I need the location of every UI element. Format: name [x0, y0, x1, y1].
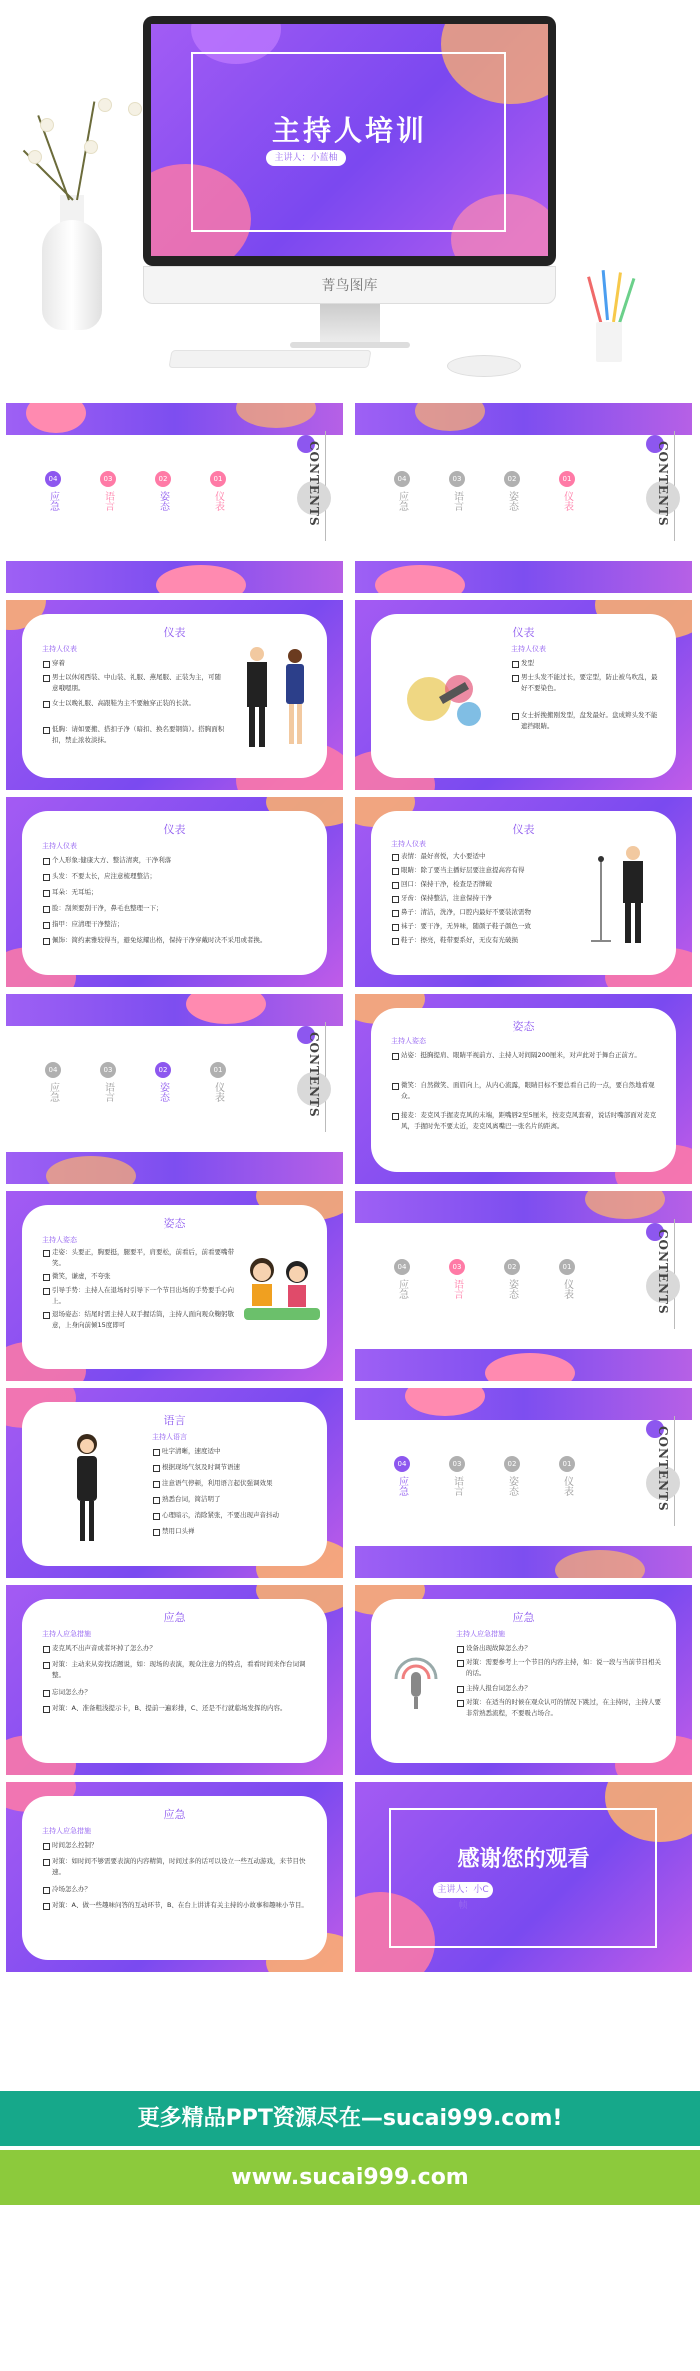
- toc-label[interactable]: 应急: [47, 491, 59, 511]
- toc-label[interactable]: 仪表: [561, 1476, 573, 1496]
- toc-label[interactable]: 姿态: [506, 1476, 518, 1496]
- monitor-stand: [320, 304, 380, 344]
- bullet: 冷场怎么办？: [52, 1884, 317, 1895]
- toc-label[interactable]: 应急: [396, 491, 408, 511]
- bullet: 男士头发不能过长，要定型，防止被鸟吹乱，最好不要染色。: [521, 672, 661, 694]
- contents-heading: CONTENTS: [656, 441, 670, 527]
- contents-heading: CONTENTS: [307, 1032, 321, 1118]
- section-label: 主持人姿态: [42, 1236, 77, 1244]
- toc-label[interactable]: 仪表: [561, 1279, 573, 1299]
- section-label: 主持人仪表: [511, 645, 546, 653]
- toc-label[interactable]: 姿态: [157, 491, 169, 511]
- kids-illustration: [242, 1250, 322, 1330]
- flower: [40, 118, 54, 132]
- toc-num: 01: [559, 1456, 575, 1472]
- toc-num: 04: [45, 471, 61, 487]
- toc-num: 04: [394, 1456, 410, 1472]
- slide-appearance-1: [6, 600, 343, 790]
- bullet: 发型: [521, 658, 661, 669]
- section-label: 主持人姿态: [391, 1037, 426, 1045]
- toc-num: 03: [100, 471, 116, 487]
- toc-label[interactable]: 应急: [396, 1279, 408, 1299]
- toc-label[interactable]: 语言: [102, 1082, 114, 1102]
- bullet: 退场姿态：结尾时需主持人双手握话筒，主持人面向观众鞠躬敬意，上身向前倾15度即可: [52, 1309, 237, 1331]
- hero-showcase: [0, 0, 700, 395]
- bullet: 男士以休闲西装、中山装、礼服、燕尾服、正装为主，可随意哦嗯朋。: [52, 672, 227, 694]
- bullet: 对策：如时间不够需要表演的内容精简，时间过多的话可以设立一些互动游戏，来节目快速。: [52, 1856, 317, 1878]
- slide-emergency-3: [6, 1782, 343, 1972]
- bullet: 鞋子：擦亮，鞋带要系好，无皮有光破损: [401, 935, 571, 946]
- toc-label[interactable]: 姿态: [506, 1279, 518, 1299]
- promo-banner[interactable]: 更多精品PPT资源尽在—sucai999.com!: [0, 2091, 700, 2146]
- contents-heading: CONTENTS: [656, 1229, 670, 1315]
- toc-label[interactable]: 姿态: [506, 491, 518, 511]
- pen-cup: [596, 322, 622, 362]
- bullet: 鼻子：清洁，洗净，口腔内最好不要装浓需物: [401, 907, 571, 918]
- bullet: 穿着: [52, 658, 222, 669]
- slide-title: 应急: [163, 1808, 186, 1821]
- bullet: 吐字清晰，速度适中: [162, 1446, 312, 1457]
- toc-num: 02: [155, 471, 171, 487]
- slide-toc-3: [6, 994, 343, 1184]
- host-with-mic-illustration: [581, 841, 661, 951]
- hosts-illustration: [237, 644, 317, 754]
- bullet: 对策：A、准备粗浅提示卡，B、提前一遍彩排，C、还是不行就临场发挥的内容。: [52, 1703, 317, 1714]
- bullet: 耳朵：无耳垢；: [52, 887, 312, 898]
- toc-num: 01: [210, 1062, 226, 1078]
- bullet: 微笑：自然微笑、面眉向上，从内心流露，眼睛目标不要总看自己的一点，要自然地看观众。: [401, 1080, 666, 1102]
- flower: [98, 98, 112, 112]
- white-vase: [42, 220, 102, 330]
- slide-toc-1: [6, 403, 343, 593]
- slide-title: 姿态: [512, 1020, 535, 1033]
- bullet: 主持人报台词怎么办？: [466, 1683, 666, 1694]
- bullet: 袜子：要干净，无异味，随颜子鞋子颜色一致: [401, 921, 571, 932]
- flower: [84, 140, 98, 154]
- bullet: 表情：最好喜悦，大小要适中: [401, 851, 571, 862]
- keyboard: [168, 350, 371, 368]
- mouse: [447, 355, 521, 377]
- bullet: 对策：主动来从旁找话题说，如：现场的表演，观众注意力的特点，看看时间来作台词调整。: [52, 1659, 317, 1681]
- section-label: 主持人仪表: [391, 840, 426, 848]
- slide-appearance-3: [6, 797, 343, 987]
- bullet: 走姿：头要正，胸要挺，腿要平，肩要松，前看后，前看要嘴带笑。: [52, 1247, 237, 1269]
- contents-heading: CONTENTS: [307, 441, 321, 527]
- monitor-base: [290, 342, 410, 348]
- toc-num: 02: [504, 471, 520, 487]
- bullet: 对策：在适当的时候在观众认可的情况下跳过，在主持时，主持人要非常熟悉流程，不要吸占场合。: [466, 1697, 666, 1719]
- bullet: 心理暗示，消除紧张，不要出现声音抖动: [162, 1510, 312, 1521]
- thanks-presenter: 主讲人：小C帧: [433, 1882, 493, 1898]
- slide-thanks: [355, 1782, 692, 1972]
- section-label: 主持人应急措施: [42, 1630, 91, 1638]
- toc-num: 02: [155, 1062, 171, 1078]
- toc-label[interactable]: 语言: [451, 491, 463, 511]
- slide-posture-1: [355, 994, 692, 1184]
- toc-label[interactable]: 语言: [451, 1476, 463, 1496]
- toc-label[interactable]: 应急: [47, 1082, 59, 1102]
- toc-label[interactable]: 仪表: [212, 1082, 224, 1102]
- slide-language: [6, 1388, 343, 1578]
- toc-num: 01: [210, 471, 226, 487]
- slide-emergency-2: [355, 1585, 692, 1775]
- toc-num: 01: [559, 471, 575, 487]
- promo-url-banner[interactable]: www.sucai999.com: [0, 2150, 700, 2205]
- slide-toc-5: [355, 1388, 692, 1578]
- slide-title: 仪表: [512, 823, 535, 836]
- monitor-screen: [151, 24, 548, 256]
- bullet: 头发：不要太长，应注意梳理整洁；: [52, 871, 312, 882]
- bullet: 指甲：应清理干净整洁；: [52, 919, 312, 930]
- toc-label[interactable]: 应急: [396, 1476, 408, 1496]
- bullet: 忘词怎么办？: [52, 1687, 317, 1698]
- bullet: 女士以晚礼服、高跟鞋为主不要触穿正装的长款。: [52, 698, 227, 709]
- slide-title: 仪表: [512, 626, 535, 639]
- bullet: 低胸：请如要搬、搭扣子净（暗扣、换名要钢筒）。搭胸面积扣，禁止浓妆淡抹。: [52, 724, 227, 746]
- section-label: 主持人语言: [152, 1433, 187, 1441]
- bullet: 站姿：挺胸提肩、眼睛平视前方、主持人对间隔200厘米，对声此对于舞台正前方。: [401, 1050, 666, 1061]
- section-label: 主持人仪表: [42, 645, 77, 653]
- monitor-brand: 菁鸟图库: [143, 266, 556, 304]
- toc-label[interactable]: 语言: [451, 1279, 463, 1299]
- microphone-icon: [391, 1654, 441, 1714]
- bullet: 个人形象:健康大方、整洁清爽，干净利落: [52, 855, 312, 866]
- bullet: 脸：刮须要刮干净，鼻毛也整理一下；: [52, 903, 312, 914]
- toc-num: 03: [449, 1259, 465, 1275]
- bullet: 回口：保持干净，检查是否牌破: [401, 879, 571, 890]
- slide-posture-2: [6, 1191, 343, 1381]
- section-label: 主持人应急措施: [456, 1630, 505, 1638]
- thanks-title: 感谢您的观看: [457, 1846, 590, 1872]
- section-label: 主持人仪表: [42, 842, 77, 850]
- toc-num: 03: [449, 471, 465, 487]
- toc-num: 04: [45, 1062, 61, 1078]
- bullet: 微笑，谦虚，不夸张: [52, 1271, 237, 1282]
- toc-num: 01: [559, 1259, 575, 1275]
- slide-title: 仪表: [163, 823, 186, 836]
- toc-num: 04: [394, 471, 410, 487]
- slide-toc-2: [355, 403, 692, 593]
- bullet: 对策：A、做一些趣味问答的互动环节，B、在台上讲讲有关主持的小故事和趣味小节目。: [52, 1900, 317, 1911]
- slide-title: 语言: [163, 1414, 186, 1427]
- bullet: 接麦：麦克风手握麦克风的末端，距嘴唇2至5厘米，按麦克风套着，说话时嘴部面对麦克风，手握时先不要太近，麦克风离嘴巴一张名片的距离。: [401, 1110, 666, 1132]
- bullet: 设备出现故障怎么办？: [466, 1643, 666, 1654]
- bullet: 牙齿：保持整洁，注意保持干净: [401, 893, 571, 904]
- contents-heading: CONTENTS: [656, 1426, 670, 1512]
- bullet: 根据现场气氛及时调节语速: [162, 1462, 312, 1473]
- toc-num: 04: [394, 1259, 410, 1275]
- bullet: 佩饰：简约素雅较得当，避免炫耀出格，保持干净穿戴时决不采用或者换。: [52, 935, 317, 946]
- toc-label[interactable]: 语言: [102, 491, 114, 511]
- bullet: 时间怎么控制？: [52, 1840, 317, 1851]
- slide-title: 应急: [163, 1611, 186, 1624]
- slide-appearance-2: [355, 600, 692, 790]
- bullet: 对策：需要参考上一个节目的内容主持，如：说一段与当前节目相关的话。: [466, 1657, 666, 1679]
- flower: [128, 102, 142, 116]
- monitor: [143, 16, 556, 266]
- bullet: 眼睛：除了要当主播好层要注意提高容有得: [401, 865, 571, 876]
- toc-num: 03: [100, 1062, 116, 1078]
- toc-label[interactable]: 姿态: [157, 1082, 169, 1102]
- hero-title: 主持人培训: [271, 114, 427, 147]
- toc-label[interactable]: 仪表: [212, 491, 224, 511]
- slide-emergency-1: [6, 1585, 343, 1775]
- slide-appearance-4: [355, 797, 692, 987]
- bullet: 熟悉台词，简洁明了: [162, 1494, 312, 1505]
- section-label: 主持人应急措施: [42, 1827, 91, 1835]
- bullet: 禁用口头禅: [162, 1526, 312, 1537]
- slide-toc-4: [355, 1191, 692, 1381]
- microphone-art-icon: [399, 659, 499, 739]
- bullet: 注意语气停顿，利用语言起伏强调效果: [162, 1478, 312, 1489]
- bullet: 引导手势：主持人在退场时引导下一个节目出场的手势要手心向上。: [52, 1285, 237, 1307]
- bullet: 麦克风不出声音或者坏掉了怎么办？: [52, 1643, 317, 1654]
- toc-num: 03: [449, 1456, 465, 1472]
- hero-presenter: 主讲人：小蓝柚: [266, 150, 346, 166]
- female-host-illustration: [62, 1432, 112, 1552]
- toc-label[interactable]: 仪表: [561, 491, 573, 511]
- slide-title: 姿态: [163, 1217, 186, 1230]
- slide-title: 应急: [512, 1611, 535, 1624]
- toc-num: 02: [504, 1259, 520, 1275]
- toc-num: 02: [504, 1456, 520, 1472]
- bullet: 女士折挽搬刚发型，盘发最好。盘成辫头发不能遮挡眼睛。: [521, 710, 661, 732]
- flower: [28, 150, 42, 164]
- slide-title: 仪表: [163, 626, 186, 639]
